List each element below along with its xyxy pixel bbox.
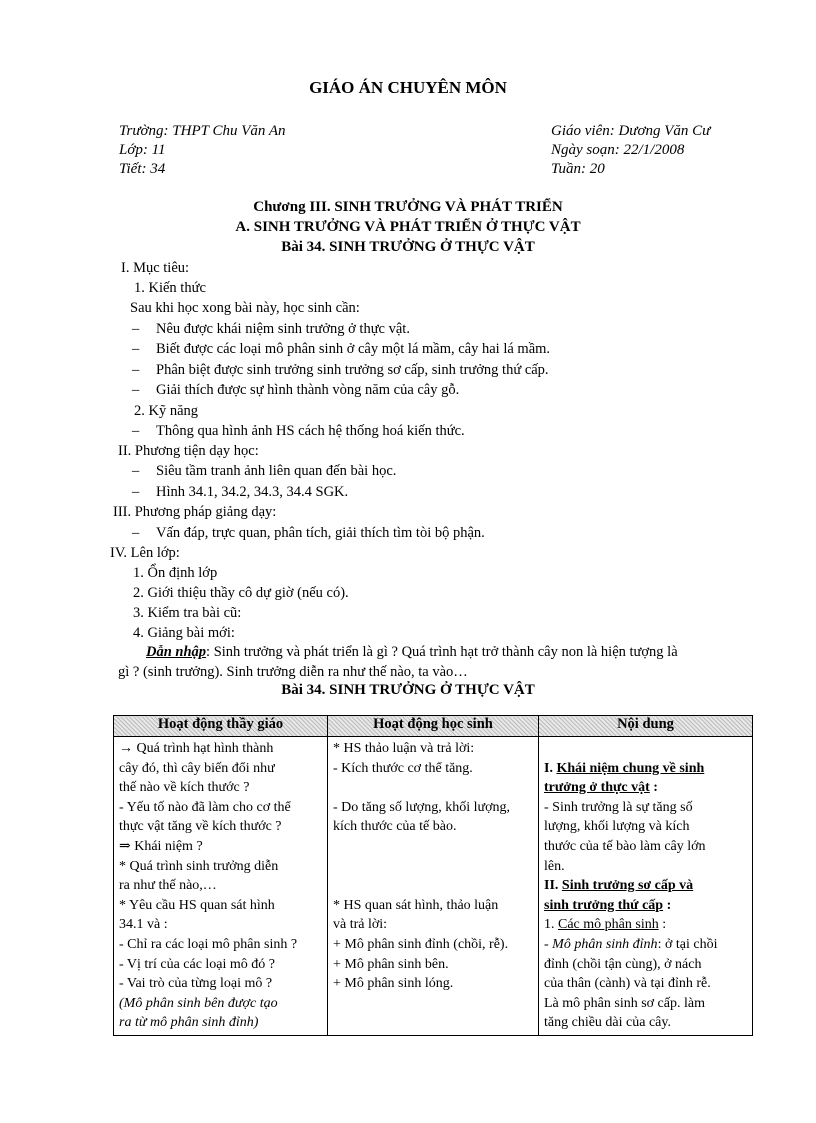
meta-left [119, 122, 286, 179]
procedure-step: 4. Giảng bài mới: [133, 625, 235, 641]
chapter-heading: Chương III. SINH TRƯỞNG VÀ PHÁT TRIỂN [253, 199, 563, 215]
teacher-line: 34.1 và : [119, 917, 168, 933]
meta-right [551, 122, 710, 179]
section-objectives: I. Mục tiêu: [121, 260, 190, 276]
heading-suffix: : [649, 780, 658, 796]
week-label: Tuần: 20 [551, 161, 605, 177]
teacher-line: thực vật tăng về kích thước ? [119, 819, 282, 835]
spacer [544, 739, 747, 759]
header-teacher-activity: Hoạt động thầy giáo [114, 716, 328, 737]
content-cell [539, 737, 753, 1036]
content-heading-2-cont [544, 896, 747, 916]
intro-label: Dẫn nhập [146, 644, 207, 660]
period-label: Tiết: 34 [119, 161, 166, 177]
heading-text: Sinh trưởng sơ cấp và [561, 878, 694, 894]
section-teaching-aids: II. Phương tiện dạy học: [118, 443, 259, 459]
heading-prefix: 1. [544, 917, 558, 933]
content-line: lượng, khối lượng và kích [544, 819, 690, 835]
lesson-heading: Bài 34. SINH TRƯỞNG Ở THỰC VẬT [281, 239, 535, 255]
intro-paragraph-line-2: gì ? (sinh trưởng). Sinh trưởng diễn ra như thế nào, ta vào… [118, 664, 468, 680]
heading-prefix: I. [544, 760, 557, 776]
heading-text: trưởng ở thực vật [544, 780, 650, 796]
spacer [333, 876, 533, 896]
teacher-label: Giáo viên: Dương Văn Cư [551, 123, 711, 139]
teacher-line: cây đó, thì cây biến đổi như [119, 760, 275, 776]
intro-paragraph-line-1 [146, 642, 678, 663]
content-line: lên. [544, 858, 565, 874]
section-methods: III. Phương pháp giảng dạy: [113, 504, 277, 520]
methods-item: – Vấn đáp, trực quan, phân tích, giải thích tìm tòi bộ phận. [156, 523, 485, 544]
table-header-row [114, 716, 753, 737]
student-line: - Do tăng số lượng, khối lượng, [333, 799, 510, 815]
knowledge-item: – Biết được các loại mô phân sinh ở cây một lá mầm, cây hai lá mầm. [156, 339, 550, 360]
teacher-line: * Quá trình sinh trưởng diễn [119, 858, 279, 874]
teaching-aid-item: – Siêu tầm tranh ảnh liên quan đến bài học. [156, 461, 396, 482]
student-line: kích thước của tế bào. [333, 819, 457, 835]
section-class-procedure: IV. Lên lớp: [110, 545, 180, 561]
subsection-knowledge: 1. Kiến thức [134, 280, 206, 296]
spacer [333, 778, 533, 798]
teacher-note-line: ra từ mô phân sinh đỉnh) [119, 1015, 259, 1031]
heading-text: Các mô phân sinh [558, 917, 659, 933]
spacer [333, 857, 533, 877]
content-line: thước của tế bào làm cây lớn [544, 838, 706, 854]
header-student-activity: Hoạt động học sinh [328, 716, 539, 737]
term-text: : ở tại chồi [657, 936, 718, 952]
teaching-aid-item: – Hình 34.1, 34.2, 34.3, 34.4 SGK. [156, 482, 348, 503]
date-label: Ngày soạn: 22/1/2008 [551, 142, 685, 158]
heading-text: Khái niệm chung về sinh [556, 760, 705, 776]
procedure-step: 3. Kiểm tra bài cũ: [133, 605, 242, 621]
term-label: - Mô phân sinh đỉnh [544, 936, 658, 952]
student-line: + Mô phân sinh bên. [333, 956, 449, 972]
header-content: Nội dung [539, 716, 753, 737]
content-heading-1 [544, 759, 747, 779]
teacher-line: ra như thế nào,… [119, 878, 217, 894]
teacher-line: - Chỉ ra các loại mô phân sinh ? [119, 936, 298, 952]
heading-text: sinh trưởng thứ cấp [544, 897, 664, 913]
teacher-line: thế nào về kích thước ? [119, 780, 250, 796]
spacer [333, 837, 533, 857]
table-row [114, 737, 753, 1036]
lesson-heading-repeat: Bài 34. SINH TRƯỞNG Ở THỰC VẬT [281, 682, 535, 698]
student-line: + Mô phân sinh đỉnh (chồi, rễ). [333, 936, 509, 952]
student-line: * HS thảo luận và trả lời: [333, 741, 475, 756]
content-heading-1-cont [544, 778, 747, 798]
teacher-line: - Vị trí của các loại mô đó ? [119, 956, 276, 972]
part-heading: A. SINH TRƯỞNG VÀ PHÁT TRIỂN Ở THỰC VẬT [235, 219, 581, 235]
content-line: của thân (cành) và tại đỉnh rễ. [544, 976, 711, 992]
student-line: - Kích thước cơ thể tăng. [333, 760, 473, 776]
content-heading-3 [544, 915, 747, 935]
teacher-activity-cell [114, 737, 328, 1036]
class-label: Lớp: 11 [119, 142, 166, 158]
knowledge-item: – Giải thích được sự hình thành vòng năm của cây gỗ. [156, 380, 459, 401]
student-line: + Mô phân sinh lóng. [333, 976, 454, 992]
heading-suffix: : [663, 897, 672, 913]
student-line: và trả lời: [333, 917, 388, 933]
teacher-line: - Vai trò của từng loại mô ? [119, 976, 273, 992]
procedure-step: 2. Giới thiệu thầy cô dự giờ (nếu có). [133, 585, 349, 601]
content-line: Là mô phân sinh sơ cấp. làm [544, 995, 705, 1011]
school-label: Trường: THPT Chu Văn An [119, 123, 286, 139]
content-line: đỉnh (chồi tận cùng), ở nách [544, 956, 702, 972]
content-line [544, 935, 747, 955]
content-line: tăng chiều dài của cây. [544, 1015, 671, 1031]
content-heading-2 [544, 876, 747, 896]
knowledge-item: – Phân biệt được sinh trưởng sinh trưởng sơ cấp, sinh trưởng thứ cấp. [156, 360, 549, 381]
student-line: * HS quan sát hình, thảo luận [333, 897, 499, 913]
student-activity-cell [328, 737, 539, 1036]
skills-item: – Thông qua hình ảnh HS cách hệ thống hoá kiến thức. [156, 421, 465, 442]
page-title: GIÁO ÁN CHUYÊN MÔN [309, 78, 507, 97]
subsection-skills: 2. Kỹ năng [134, 403, 199, 419]
heading-suffix: : [658, 917, 667, 933]
teacher-line: * Yêu cầu HS quan sát hình [119, 897, 275, 913]
heading-prefix: II. [544, 878, 562, 894]
lesson-plan-table [113, 715, 753, 1036]
procedure-step: 1. Ổn định lớp [133, 565, 218, 581]
teacher-note-line: (Mô phân sinh bên được tạo [119, 995, 278, 1011]
teacher-line: → Quá trình hạt hình thành [119, 741, 274, 756]
knowledge-item: – Nêu được khái niệm sinh trưởng ở thực vật. [156, 319, 410, 340]
teacher-line: ⇒ Khái niệm ? [119, 838, 203, 854]
content-line: - Sinh trưởng là sự tăng số [544, 799, 693, 815]
intro-text: : Sinh trưởng và phát triển là gì ? Quá trình hạt trở thành cây non là hiện tượng là [206, 644, 678, 660]
teacher-line: - Yếu tố nào đã làm cho cơ thể [119, 799, 291, 815]
knowledge-intro: Sau khi học xong bài này, học sinh cần: [130, 300, 360, 316]
